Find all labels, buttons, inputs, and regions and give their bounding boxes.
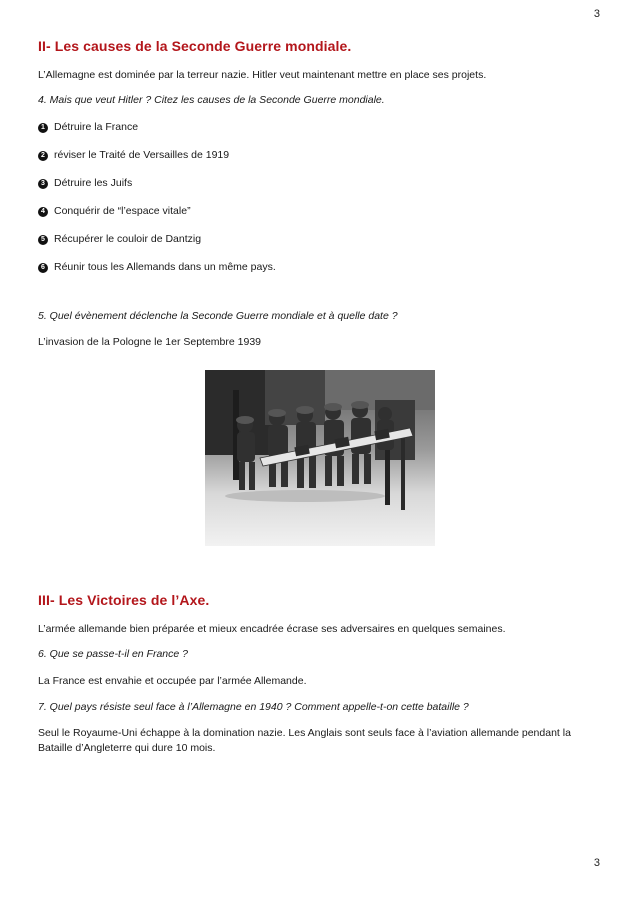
page-number-bottom: 3	[593, 857, 600, 869]
cause-text: Conquérir de “l’espace vitale”	[54, 205, 191, 217]
cause-text: Détruire les Juifs	[54, 177, 133, 189]
causes-list	[38, 120, 604, 275]
question-7: 7. Quel pays résiste seul face à l’Allemagne en 1940 ? Comment appelle-t-on cette bataille ?	[38, 701, 469, 713]
answer-6: La France est envahie et occupée par l’armée Allemande.	[38, 675, 307, 687]
number-5-icon: 5	[38, 235, 48, 245]
document-body	[38, 38, 604, 350]
cause-text: Récupérer le couloir de Dantzig	[54, 233, 202, 245]
page-number-top: 3	[593, 8, 600, 20]
section-3-intro: L’armée allemande bien préparée et mieux encadrée écrase ses adversaires en quelques semaines.	[38, 623, 506, 635]
list-item	[38, 232, 604, 247]
answer-7: Seul le Royaume-Uni échappe à la domination nazie. Les Anglais sont seuls face à l’aviation allemande pendant la Bataille d’Angleterre qui dure 10 mois.	[38, 727, 571, 754]
cause-text: Détruire la France	[54, 121, 139, 133]
historical-photo	[205, 370, 435, 546]
question-6: 6. Que se passe-t-il en France ?	[38, 648, 188, 660]
cause-text: Réunir tous les Allemands dans un même pays.	[54, 261, 276, 273]
question-4: 4. Mais que veut Hitler ? Citez les causes de la Seconde Guerre mondiale.	[38, 94, 385, 106]
section-3-title: III- Les Victoires de l’Axe.	[38, 592, 210, 608]
section-2-title: II- Les causes de la Seconde Guerre mondiale.	[38, 38, 352, 54]
section-2-intro: L’Allemagne est dominée par la terreur nazie. Hitler veut maintenant mettre en place ses projets.	[38, 69, 487, 81]
soldiers-barrier-photo-icon	[205, 370, 435, 546]
question-5: 5. Quel évènement déclenche la Seconde Guerre mondiale et à quelle date ?	[38, 310, 398, 322]
section-3	[38, 592, 604, 756]
cause-text: réviser le Traité de Versailles de 1919	[54, 149, 230, 161]
list-item	[38, 176, 604, 191]
number-3-icon: 3	[38, 179, 48, 189]
number-2-icon: 2	[38, 151, 48, 161]
number-1-icon: 1	[38, 123, 48, 133]
list-item	[38, 148, 604, 163]
list-item	[38, 260, 604, 275]
list-item	[38, 204, 604, 219]
answer-5: L’invasion de la Pologne le 1er Septembre 1939	[38, 336, 261, 348]
number-6-icon: 6	[38, 263, 48, 273]
list-item	[38, 120, 604, 135]
number-4-icon: 4	[38, 207, 48, 217]
